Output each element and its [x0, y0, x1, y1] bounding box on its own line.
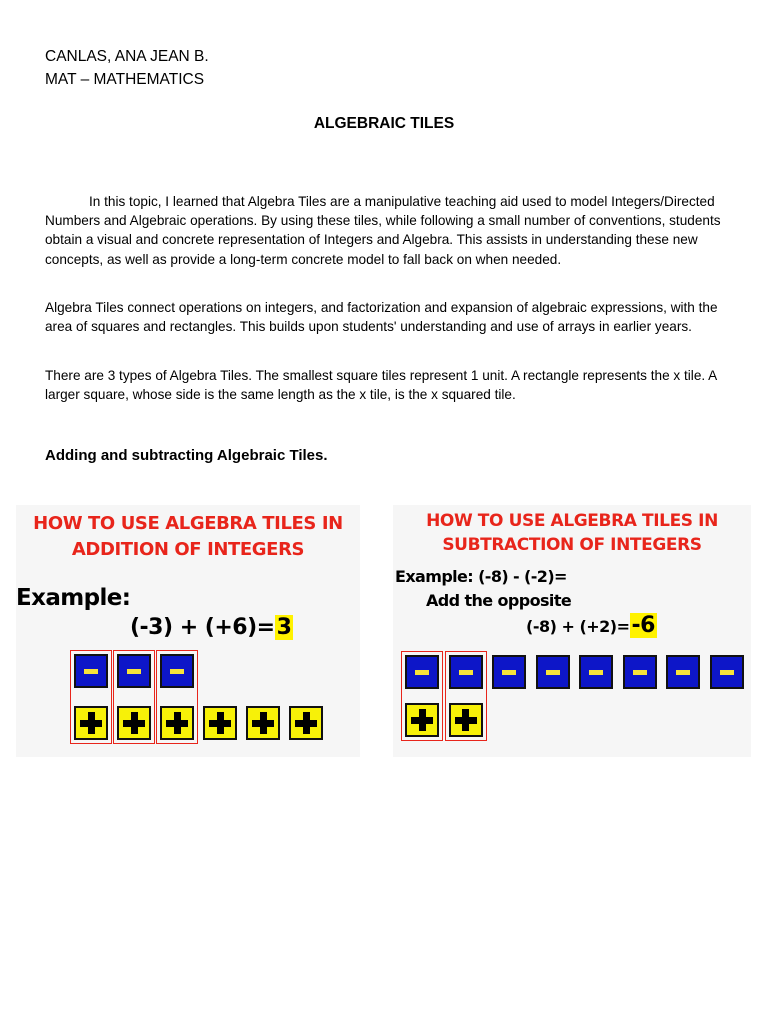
negative-tile	[623, 655, 657, 689]
paragraph-connect: Algebra Tiles connect operations on integers, and factorization and expansion of algebraic expressions, with the area of squares and rectangles. This builds upon students' understanding and use of arrays in earlier years.	[45, 300, 718, 335]
addition-example-figure	[16, 505, 360, 757]
author-name: CANLAS, ANA JEAN B.	[45, 48, 209, 65]
minus-icon	[720, 670, 734, 675]
negative-tile	[536, 655, 570, 689]
zero-pair-box	[445, 651, 487, 741]
subtraction-example-figure	[393, 505, 751, 757]
section-subheading: Adding and subtracting Algebraic Tiles.	[45, 447, 328, 464]
course-name: MAT – MATHEMATICS	[45, 71, 205, 88]
zero-pair-box	[113, 650, 155, 744]
paragraph-types: There are 3 types of Algebra Tiles. The smallest square tiles represent 1 unit. A rectangle represents the x tile. A larger square, whose side is the same length as the x tile, is the x squared tile.	[45, 368, 717, 403]
subtraction-equation	[526, 613, 657, 638]
addition-answer: 3	[276, 615, 292, 640]
minus-icon	[546, 670, 560, 675]
subtraction-example-line: Example: (-8) - (-2)=	[395, 567, 567, 586]
negative-tile	[492, 655, 526, 689]
plus-icon	[303, 712, 310, 734]
subtraction-answer: -6	[631, 613, 655, 638]
addition-equation	[130, 615, 293, 640]
addition-example-label: Example:	[16, 585, 131, 611]
addition-title-line2: ADDITION OF INTEGERS	[71, 539, 305, 560]
subtraction-title-line2: SUBTRACTION OF INTEGERS	[442, 535, 702, 555]
plus-icon	[217, 712, 224, 734]
plus-icon	[260, 712, 267, 734]
subtraction-equation-text: (-8) + (+2)=	[526, 617, 630, 636]
zero-pair-box	[401, 651, 443, 741]
negative-tile	[579, 655, 613, 689]
minus-icon	[633, 670, 647, 675]
addition-equation-text: (-3) + (+6)=	[130, 615, 275, 640]
positive-tile	[246, 706, 280, 740]
paragraph-intro-text: In this topic, I learned that Algebra Tiles are a manipulative teaching aid used to model Integers/Directed Numbers and Algebraic operations. By using these tiles, while following a small number of conventions, students obtain a visual and concrete representation of Integers and Algebra. This assists in understanding these new concepts, as well as provide a long-term concrete model to fall back on when needed.	[45, 194, 721, 267]
negative-tile	[666, 655, 700, 689]
subtraction-title-line1: HOW TO USE ALGEBRA TILES IN	[426, 511, 718, 531]
subtraction-add-opposite: Add the opposite	[426, 591, 572, 610]
positive-tile	[289, 706, 323, 740]
minus-icon	[589, 670, 603, 675]
page-title: ALGEBRAIC TILES	[313, 115, 455, 132]
minus-icon	[676, 670, 690, 675]
zero-pair-box	[156, 650, 198, 744]
negative-tile	[710, 655, 744, 689]
addition-title-line1: HOW TO USE ALGEBRA TILES IN	[33, 513, 343, 534]
positive-tile	[203, 706, 237, 740]
paragraph-intro	[45, 192, 725, 269]
minus-icon	[502, 670, 516, 675]
zero-pair-box	[70, 650, 112, 744]
